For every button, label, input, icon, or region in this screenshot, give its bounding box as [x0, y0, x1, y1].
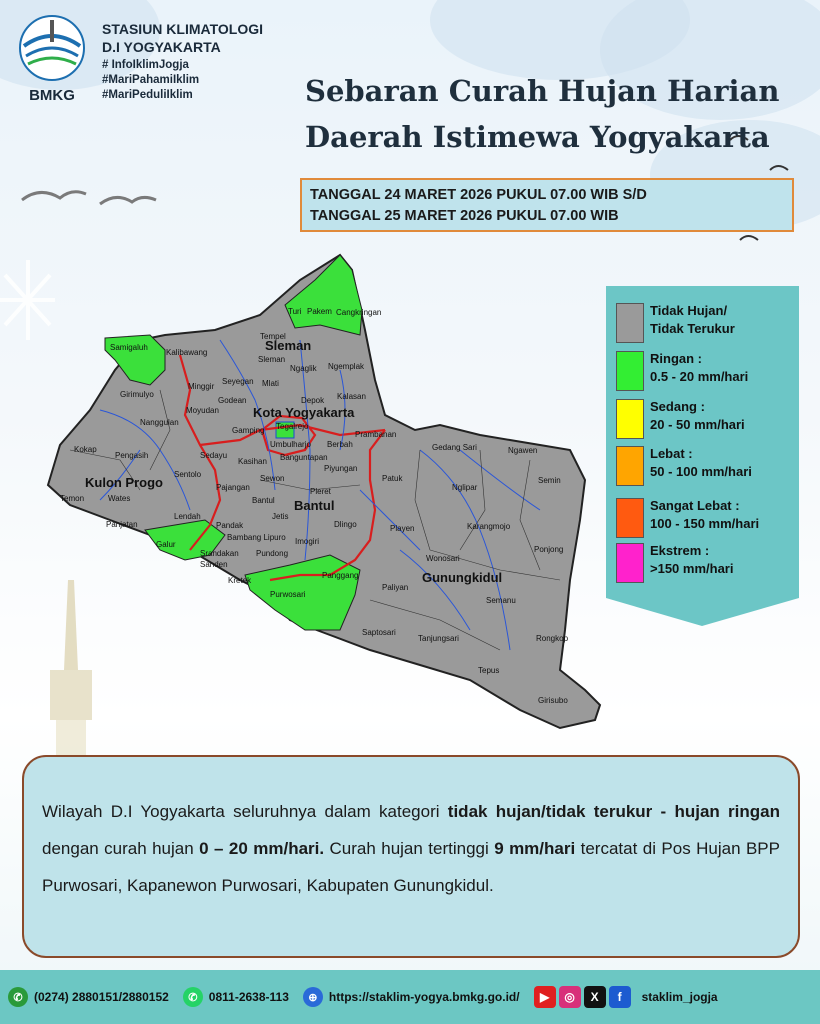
whatsapp-text: 0811-2638-113: [208, 990, 289, 1004]
district-label: Temon: [60, 494, 85, 503]
district-label: Samigaluh: [110, 343, 148, 352]
regency-label: Kulon Progo: [85, 475, 163, 490]
youtube-icon[interactable]: ▶: [534, 986, 556, 1008]
regency-label: Kota Yogyakarta: [253, 405, 355, 420]
date-range-box: [300, 178, 794, 232]
date-line1: TANGGAL 24 MARET 2026 PUKUL 07.00 WIB S/D: [310, 187, 647, 203]
website-text: https://staklim-yogya.bmkg.go.id/: [328, 990, 520, 1004]
legend-label: Sangat Lebat : 100 - 150 mm/hari: [650, 498, 760, 531]
description-text: Wilayah D.I Yogyakarta seluruhnya dalam kategori tidak hujan/tidak terukur - hujan ringan dengan curah hujan 0 – 20 mm/hari. Curah hujan tertinggi 9 mm/hari tercatat di Pos Hujan BPP Purwosari, Kapanewon Purwosari, Kabupaten Gunungkidul.: [42, 802, 780, 895]
district-label: Sleman: [258, 355, 286, 364]
legend-item-heavy: [616, 443, 796, 487]
district-label: Minggir: [188, 382, 215, 391]
district-label: Kretek: [228, 576, 252, 585]
whatsapp-icon: ✆: [183, 987, 203, 1007]
legend-item-extreme: [616, 540, 796, 584]
description-box: [22, 755, 800, 958]
district-label: Kalasan: [337, 392, 366, 401]
district-label: Bantul: [252, 496, 275, 505]
district-label: Seyegan: [222, 377, 254, 386]
title-line2: Daerah Istimewa Yogyakarta: [305, 120, 770, 154]
district-label: Kalibawang: [166, 348, 208, 357]
regency-label: Sleman: [265, 338, 312, 353]
district-label: Banguntapan: [280, 453, 328, 462]
district-label: Gedang Sari: [432, 443, 477, 452]
hashtag: # InfoIklimJogja: [102, 59, 189, 71]
footer-social: [534, 986, 718, 1008]
district-label: Pakem: [307, 307, 332, 316]
legend-label: Ekstrem : >150 mm/hari: [650, 543, 734, 576]
district-label: Ponjong: [534, 545, 564, 554]
district-label: Sewon: [260, 474, 285, 483]
district-label: Umbulharjo: [270, 440, 311, 449]
legend-swatch: [616, 446, 644, 486]
legend-swatch: [616, 399, 644, 439]
district-label: Pandak: [216, 521, 244, 530]
district-label: Patuk: [382, 474, 403, 483]
legend-label: Sedang : 20 - 50 mm/hari: [650, 399, 745, 432]
district-label: Tepus: [478, 666, 500, 675]
legend-item-moderate: [616, 396, 796, 440]
legend-item-very-heavy: [616, 495, 796, 539]
footer-bar: [0, 970, 820, 1024]
district-label: Kokap: [74, 445, 97, 454]
district-label: Pleret: [310, 487, 331, 496]
district-label: Ngawen: [508, 446, 538, 455]
legend-item-no-rain: [616, 300, 796, 344]
footer-website[interactable]: [303, 987, 520, 1007]
district-label: Tanjungsari: [418, 634, 459, 643]
district-label: Girisubo: [538, 696, 568, 705]
district-label: Turi: [288, 307, 302, 316]
footer-phone[interactable]: [8, 987, 169, 1007]
legend-swatch: [616, 303, 644, 343]
district-label: Depok: [301, 396, 325, 405]
birds-decoration: [20, 180, 160, 220]
legend-swatch: [616, 543, 644, 583]
regency-label: Bantul: [294, 498, 335, 513]
district-label: Paliyan: [382, 583, 409, 592]
bmkg-logo: [14, 12, 90, 106]
phone-text: (0274) 2880151/2880152: [34, 990, 169, 1004]
district-label: Nglipar: [452, 483, 478, 492]
district-label: Bambang Lipuro: [227, 533, 286, 542]
district-label: Ngaglik: [290, 364, 317, 373]
legend-item-light: [616, 348, 796, 392]
district-label: Gamping: [232, 426, 265, 435]
district-label: Purwosari: [270, 590, 306, 599]
org-name-line1: STASIUN KLIMATOLOGI: [102, 21, 263, 37]
district-label: Moyudan: [186, 406, 219, 415]
legend-label: Lebat : 50 - 100 mm/hari: [650, 446, 752, 479]
legend-swatch: [616, 351, 644, 391]
map-legend: [606, 286, 799, 626]
hashtag: #MariPahamiIklim: [102, 74, 200, 86]
globe-icon: ⊕: [303, 987, 323, 1007]
legend-swatch: [616, 498, 644, 538]
district-label: Sedayu: [200, 451, 228, 460]
district-label: Pundong: [256, 549, 289, 558]
regency-label: Gunungkidul: [422, 570, 503, 585]
rainfall-map: [40, 250, 620, 740]
district-label: Girimulyo: [120, 390, 154, 399]
org-name-line2: D.I YOGYAKARTA: [102, 39, 221, 55]
district-label: Lendah: [174, 512, 201, 521]
district-label: Tempel: [260, 332, 286, 341]
district-label: Saptosari: [362, 628, 396, 637]
date-line2: TANGGAL 25 MARET 2026 PUKUL 07.00 WIB: [310, 208, 619, 224]
district-label: Tegalrejo: [276, 422, 309, 431]
district-label: Kasihan: [238, 457, 267, 466]
district-label: Piyungan: [324, 464, 358, 473]
legend-label: Tidak Hujan/ Tidak Terukur: [650, 303, 735, 336]
district-label: Srandakan: [200, 549, 239, 558]
district-label: Karangmojo: [467, 522, 511, 531]
title-line1: Sebaran Curah Hujan Harian: [305, 74, 780, 108]
district-label: Galur: [156, 540, 176, 549]
district-label: Prambanan: [355, 430, 397, 439]
district-label: Wonosari: [426, 554, 460, 563]
org-header: [10, 8, 290, 108]
phone-icon: ✆: [8, 987, 28, 1007]
district-label: Rongkop: [536, 634, 569, 643]
district-label: Godean: [218, 396, 247, 405]
page-title: [305, 68, 805, 160]
district-label: Sentolo: [174, 470, 202, 479]
district-label: Jetis: [272, 512, 289, 521]
district-label: Berbah: [327, 440, 353, 449]
district-label: Ngemplak: [328, 362, 365, 371]
district-label: Cangkringan: [336, 308, 382, 317]
district-label: Mlati: [262, 379, 279, 388]
district-label: Dlingo: [334, 520, 357, 529]
district-label: Pajangan: [216, 483, 250, 492]
district-label: Panjatan: [106, 520, 138, 529]
district-label: Imogiri: [295, 537, 320, 546]
district-label: Semanu: [486, 596, 516, 605]
district-label: Panggang: [322, 571, 359, 580]
district-label: Pengasih: [115, 451, 149, 460]
district-label: Wates: [108, 494, 131, 503]
facebook-icon[interactable]: f: [609, 986, 631, 1008]
instagram-icon[interactable]: ◎: [559, 986, 581, 1008]
district-label: Nanggulan: [140, 418, 179, 427]
legend-label: Ringan : 0.5 - 20 mm/hari: [650, 351, 749, 384]
hashtag: #MariPeduliIklim: [102, 89, 193, 101]
district-label: Sanden: [200, 560, 228, 569]
district-label: Playen: [390, 524, 415, 533]
x-icon[interactable]: X: [584, 986, 606, 1008]
footer-whatsapp[interactable]: [183, 987, 289, 1007]
social-handle-text: staklim_jogja: [641, 990, 718, 1004]
logo-text: BMKG: [29, 87, 75, 104]
district-label: Semin: [538, 476, 561, 485]
